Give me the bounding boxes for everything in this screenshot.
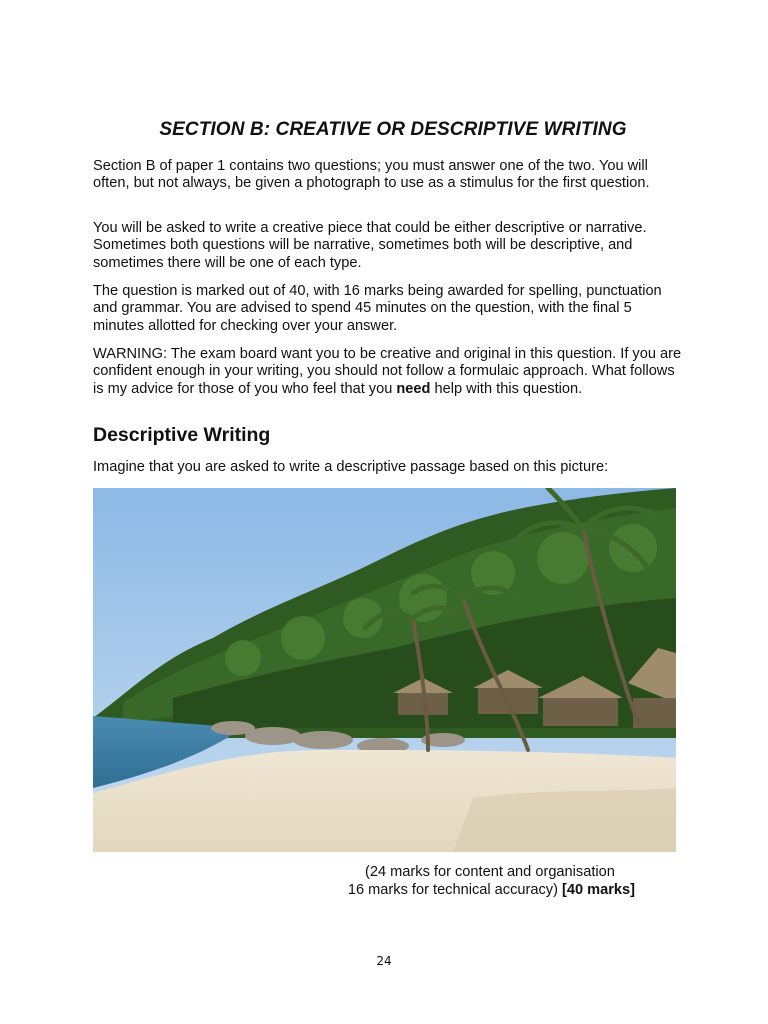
beach-scene-illustration xyxy=(93,488,676,852)
paragraph-picture-intro: Imagine that you are asked to write a descriptive passage based on this picture: xyxy=(93,459,609,475)
subheading-descriptive-writing: Descriptive Writing xyxy=(93,424,271,446)
beach-photograph xyxy=(93,488,676,852)
warning-text-start: WARNING: The exam board want you to be creative and original in this question. If you are confident enough in your writing, you should not follow a formulaic approach. What follows is my advice for those of you who feel that you xyxy=(93,346,682,397)
warning-emphasis: need xyxy=(396,380,431,397)
section-title: SECTION B: CREATIVE OR DESCRIPTIVE WRITING xyxy=(159,119,627,140)
paragraph-marking: The question is marked out of 40, with 16 marks being awarded for spelling, punctuation and grammar. You are advised to spend 45 minutes on the question, with the final 5 minutes allotted for checking over your answer. xyxy=(93,283,662,334)
warning-text-end: help with this question. xyxy=(430,380,583,397)
marks-allocation xyxy=(348,863,635,899)
paragraph-question-type: You will be asked to write a creative piece that could be either descriptive or narrative. Sometimes both questions will be narrative, sometimes both will be descriptive, and sometimes there will be one of each type. xyxy=(93,220,647,271)
total-marks: [40 marks] xyxy=(561,882,635,898)
marks-content-line: (24 marks for content and organisation xyxy=(365,864,615,880)
paragraph-section-overview: Section B of paper 1 contains two questions; you must answer one of the two. You will often, but not always, be given a photograph to use as a stimulus for the first question. xyxy=(93,158,650,192)
marks-accuracy-line: 16 marks for technical accuracy) [40 marks] xyxy=(347,882,635,898)
page-number: 24 xyxy=(376,954,392,968)
paragraph-warning xyxy=(93,346,683,398)
